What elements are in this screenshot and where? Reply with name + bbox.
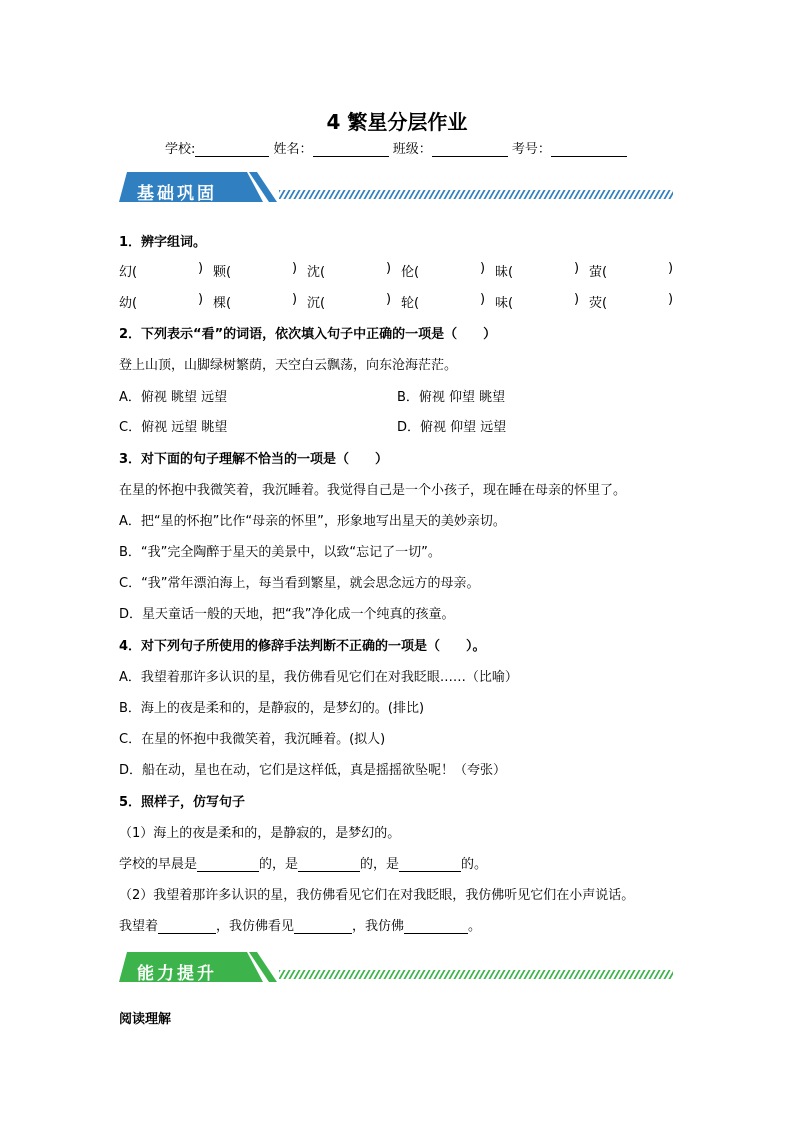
class-label: 班级： — [392, 142, 432, 157]
q2-text: 登上山顶，山脚绿树繁荫，天空白云飘荡，向东沧海茫茫。 — [119, 358, 458, 373]
q5-fill-1-part-c: 的，是 — [360, 857, 400, 872]
q1-r1-c6: 萤( — [589, 265, 608, 280]
section-banner-advanced — [119, 952, 673, 988]
q5-fill-2-part-d: 。 — [468, 919, 482, 934]
q5-stem: 5．照样子，仿写句子 — [119, 795, 246, 810]
q4-option-d[interactable]: D．船在动，星也在动，它们是这样低，真是摇摇欲坠呢！（夸张） — [119, 763, 507, 778]
q1-r2-c6: 荧( — [589, 296, 608, 311]
q1-r2-c2: 棵( — [213, 296, 232, 311]
q1-r1-close2: ) — [292, 261, 298, 276]
q4-option-c[interactable]: C．在星的怀抱中我微笑着，我沉睡着。(拟人) — [119, 732, 386, 747]
name-blank[interactable] — [313, 142, 389, 157]
q1-r2-close2: ) — [292, 292, 298, 307]
number-label: 考号： — [511, 142, 551, 157]
q1-r1-close4: ) — [480, 261, 486, 276]
q1-r1-c4: 伦( — [401, 265, 420, 280]
q2-option-c[interactable]: C．俯视 远望 眺望 — [119, 420, 228, 435]
q2-option-a[interactable]: A．俯视 眺望 远望 — [119, 390, 228, 405]
q1-r2-close5: ) — [574, 292, 580, 307]
q2-option-b[interactable]: B．俯视 仰望 眺望 — [397, 390, 506, 405]
section-title-basic: 基础巩固 — [137, 184, 217, 204]
q1-r2-c3: 沉( — [307, 296, 326, 311]
page-title: 4 繁星分层作业 — [326, 110, 468, 134]
q1-stem: 1．辨字组词。 — [119, 235, 207, 250]
q5-fill-2-part-b: ，我仿佛看见 — [216, 919, 295, 934]
q1-r2-close4: ) — [480, 292, 486, 307]
q2-stem: 2．下列表示“看”的词语，依次填入句子中正确的一项是（ ） — [119, 327, 497, 342]
q5-fill-1-part-d: 的。 — [461, 857, 488, 872]
q1-r1-c3: 沈( — [307, 265, 326, 280]
q5-fill-2-part-c: ，我仿佛 — [352, 919, 405, 934]
q5-blank-1c[interactable] — [399, 858, 461, 872]
section-title-advanced: 能力提升 — [137, 964, 217, 984]
q1-r1-close3: ) — [386, 261, 392, 276]
q3-option-d[interactable]: D．星天童话一般的天地，把“我”净化成一个纯真的孩童。 — [119, 607, 455, 622]
q5-sample-1: （1）海上的夜是柔和的，是静寂的，是梦幻的。 — [119, 826, 401, 841]
q2-option-d[interactable]: D．俯视 仰望 远望 — [397, 420, 507, 435]
q5-blank-2c[interactable] — [404, 920, 468, 934]
q1-r1-close5: ) — [574, 261, 580, 276]
q3-option-b[interactable]: B．“我”完全陶醉于星天的美景中，以致“忘记了一切”。 — [119, 545, 441, 560]
q1-r1-close1: ) — [198, 261, 204, 276]
q5-blank-2a[interactable] — [158, 920, 216, 934]
q3-option-a[interactable]: A．把“星的怀抱”比作“母亲的怀里”，形象地写出星天的美妙亲切。 — [119, 514, 506, 529]
class-blank[interactable] — [432, 142, 508, 157]
q5-blank-1a[interactable] — [197, 858, 259, 872]
q1-r1-close6: ) — [668, 261, 674, 276]
q5-fill-2 — [119, 915, 481, 934]
q4-option-b[interactable]: B．海上的夜是柔和的，是静寂的，是梦幻的。(排比) — [119, 701, 425, 716]
q5-fill-1 — [119, 853, 487, 872]
school-label: 学校: — [165, 142, 196, 157]
q1-r2-c1: 幼( — [119, 296, 138, 311]
q3-text: 在星的怀抱中我微笑着，我沉睡着。我觉得自己是一个小孩子，现在睡在母亲的怀里了。 — [119, 483, 627, 498]
q1-r2-close1: ) — [198, 292, 204, 307]
name-label: 姓名： — [273, 142, 313, 157]
q5-blank-1b[interactable] — [298, 858, 360, 872]
q1-r1-c1: 幻( — [119, 265, 138, 280]
q4-option-a[interactable]: A．我望着那许多认识的星，我仿佛看见它们在对我眨眼……（比喻） — [119, 670, 518, 685]
number-blank[interactable] — [551, 142, 627, 157]
q5-fill-1-part-a: 学校的早晨是 — [119, 857, 198, 872]
q1-r2-c5: 味( — [495, 296, 514, 311]
q3-option-c[interactable]: C．“我”常年漂泊海上，每当看到繁星，就会思念远方的母亲。 — [119, 576, 480, 591]
q1-r1-c2: 颗( — [213, 265, 232, 280]
reading-heading: 阅读理解 — [119, 1012, 172, 1027]
q1-r1-c5: 昧( — [495, 265, 514, 280]
q5-fill-1-part-b: 的，是 — [259, 857, 299, 872]
q1-r2-c4: 轮( — [401, 296, 420, 311]
q1-r2-close6: ) — [668, 292, 674, 307]
section-banner-basic — [119, 172, 673, 208]
student-info — [165, 138, 627, 157]
q1-r2-close3: ) — [386, 292, 392, 307]
q3-stem: 3．对下面的句子理解不恰当的一项是（ ） — [119, 452, 389, 467]
q5-sample-2: （2）我望着那许多认识的星，我仿佛看见它们在对我眨眼，我仿佛听见它们在小声说话。 — [119, 888, 635, 903]
q5-fill-2-part-a: 我望着 — [119, 919, 159, 934]
school-blank[interactable] — [195, 142, 269, 157]
q4-stem: 4．对下列句子所使用的修辞手法判断不正确的一项是（ ）。 — [119, 639, 486, 654]
q5-blank-2b[interactable] — [294, 920, 352, 934]
